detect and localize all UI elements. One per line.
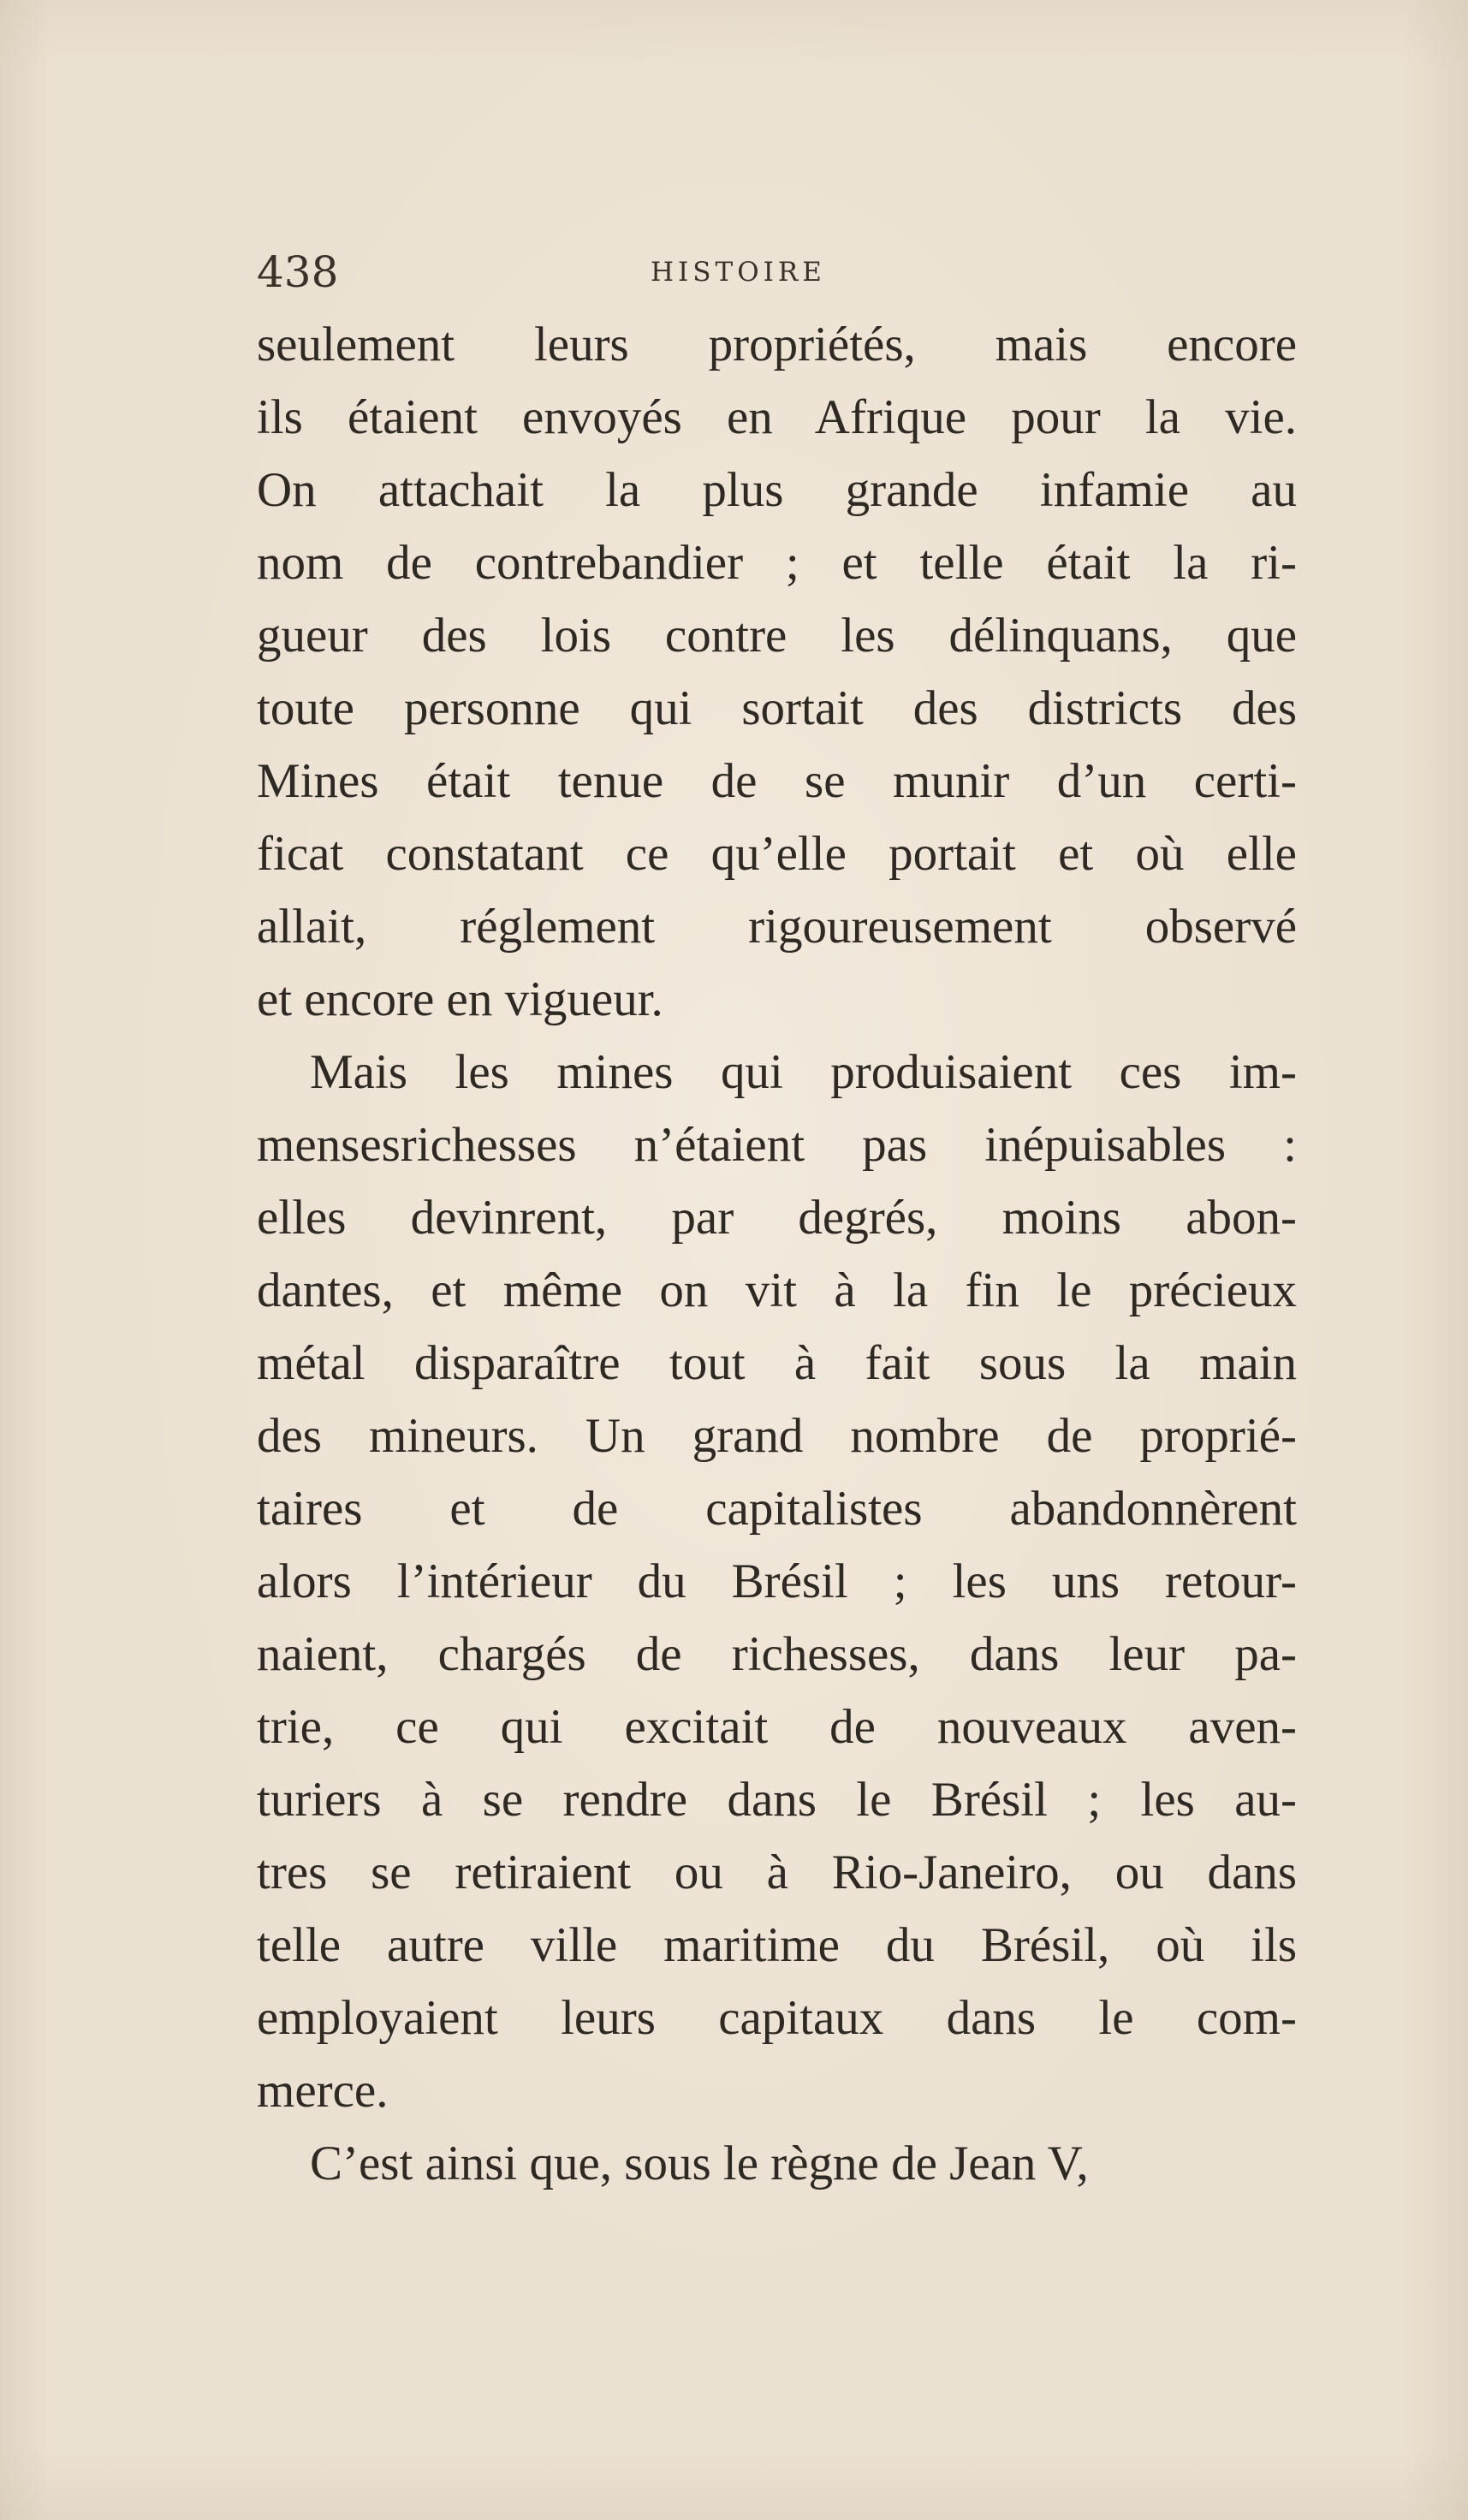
text-line: des mineurs. Un grand nombre de proprié- <box>257 1409 1297 1463</box>
text-line: dantes, et même on vit à la fin le précieux <box>257 1263 1297 1317</box>
text-line: tres se retiraient ou à Rio-Janeiro, ou dans <box>257 1845 1297 1899</box>
text-line: On attachait la plus grande infamie au <box>257 463 1297 517</box>
text-line: employaient leurs capitaux dans le com- <box>257 1991 1297 2045</box>
text-line: Mines était tenue de se munir d’un certi- <box>257 754 1297 808</box>
page-header <box>257 241 1297 303</box>
text-line: ficat constatant ce qu’elle portait et où elle <box>257 827 1297 881</box>
running-head: HISTOIRE <box>651 257 826 288</box>
text-line: telle autre ville maritime du Brésil, où ils <box>257 1918 1297 1972</box>
text-line: mensesrichesses n’étaient pas inépuisables : <box>257 1118 1297 1172</box>
text-line: naient, chargés de richesses, dans leur pa- <box>257 1627 1297 1681</box>
text-line: allait, réglement rigoureusement observé <box>257 900 1297 954</box>
text-line: elles devinrent, par degrés, moins abon- <box>257 1191 1297 1245</box>
text-line: merce. <box>257 2064 389 2118</box>
text-line: Mais les mines qui produisaient ces im- <box>310 1045 1297 1099</box>
text-line: seulement leurs propriétés, mais encore <box>257 318 1297 371</box>
text-line: turiers à se rendre dans le Brésil ; les au- <box>257 1773 1297 1827</box>
text-line: C’est ainsi que, sous le règne de Jean V, <box>310 2137 1089 2190</box>
body-text <box>257 308 1297 2200</box>
text-line: gueur des lois contre les délinquans, que <box>257 609 1297 663</box>
text-line: alors l’intérieur du Brésil ; les uns retour- <box>257 1554 1297 1608</box>
text-line: nom de contrebandier ; et telle était la ri- <box>257 536 1297 590</box>
text-line: et encore en vigueur. <box>257 972 663 1026</box>
text-line: taires et de capitalistes abandonnèrent <box>257 1482 1297 1536</box>
text-line: trie, ce qui excitait de nouveaux aven- <box>257 1700 1297 1754</box>
text-line: toute personne qui sortait des districts des <box>257 681 1297 735</box>
page-number: 438 <box>257 247 339 297</box>
text-line: ils étaient envoyés en Afrique pour la vie. <box>257 390 1297 444</box>
text-line: métal disparaître tout à fait sous la main <box>257 1336 1297 1390</box>
